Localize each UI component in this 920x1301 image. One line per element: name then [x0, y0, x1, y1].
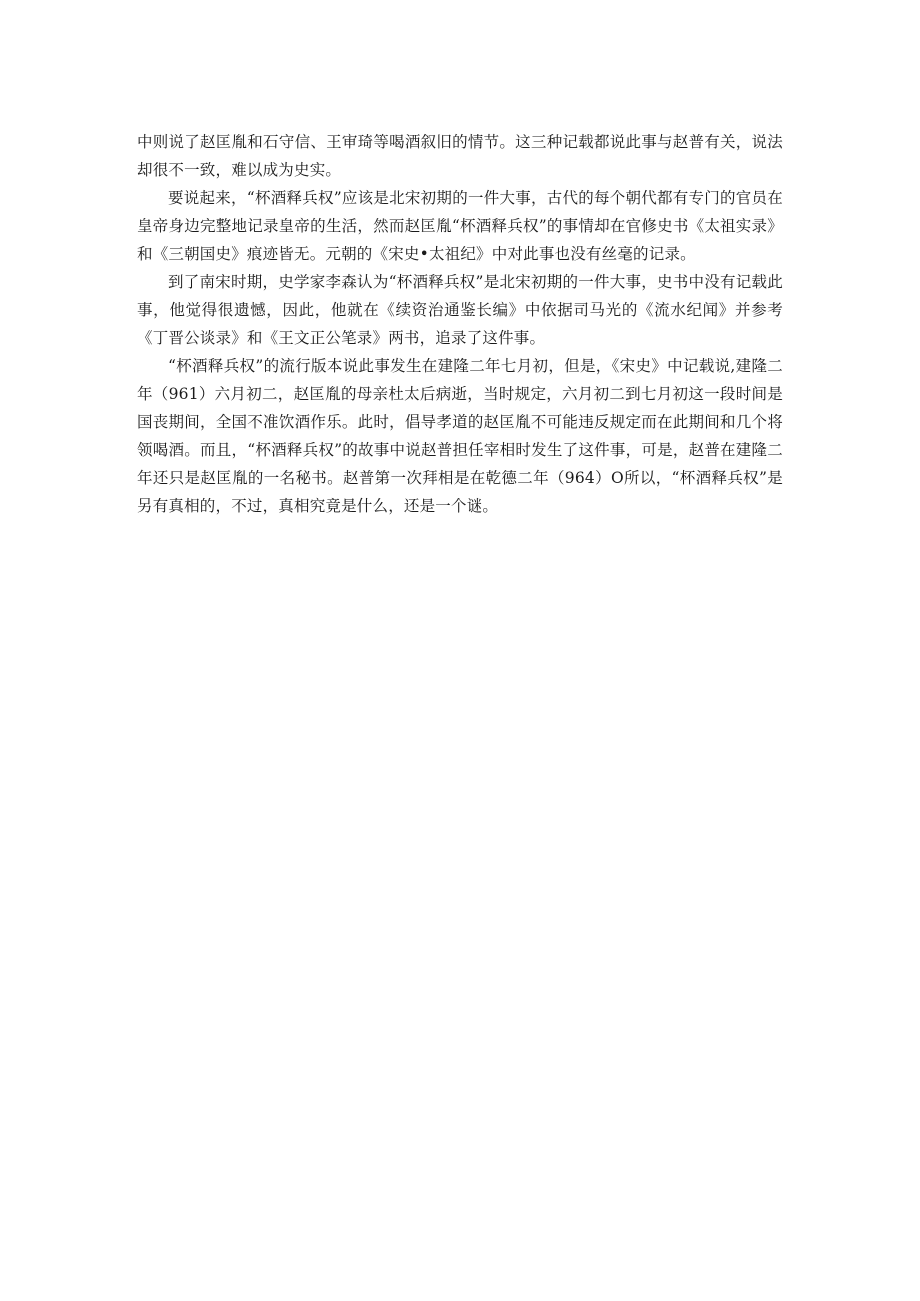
paragraph-4: “杯酒释兵权”的流行版本说此事发生在建隆二年七月初，但是，《宋史》中记载说,建隆二年（961）六月初二，赵匡胤的母亲杜太后病逝，当时规定，六月初二到七月初这一段时间是国丧期间，全国不准饮酒作乐。此时，倡导孝道的赵匡胤不可能违反规定而在此期间和几个将领喝酒。而且，“杯酒释兵权”的故事中说赵普担任宰相时发生了这件事，可是，赵普在建隆二年还只是赵匡胤的一名秘书。赵普第一次拜相是在乾德二年（964）O所以，“杯酒释兵权”是另有真相的，不过，真相究竟是什么，还是一个谜。	[137, 357, 783, 515]
paragraph-3: 到了南宋时期，史学家李森认为“杯酒释兵权”是北宋初期的一件大事，史书中没有记载此事，他觉得很遗憾，因此，他就在《续资治通鉴长编》中依据司马光的《流水纪闻》并参考《丁晋公谈录》和《王文正公笔录》两书，追录了这件事。	[137, 273, 783, 347]
paragraph-2: 要说起来，“杯酒释兵权”应该是北宋初期的一件大事，古代的每个朝代都有专门的官员在皇帝身边完整地记录皇帝的生活，然而赵匡胤“杯酒释兵权”的事情却在官修史书《太祖实录》和《三朝国史》痕迹皆无。元朝的《宋史•太祖纪》中对此事也没有丝毫的记录。	[137, 189, 783, 263]
document-body	[137, 128, 783, 520]
paragraph-1: 中则说了赵匡胤和石守信、王审琦等喝酒叙旧的情节。这三种记载都说此事与赵普有关，说法却很不一致，难以成为史实。	[137, 133, 783, 179]
